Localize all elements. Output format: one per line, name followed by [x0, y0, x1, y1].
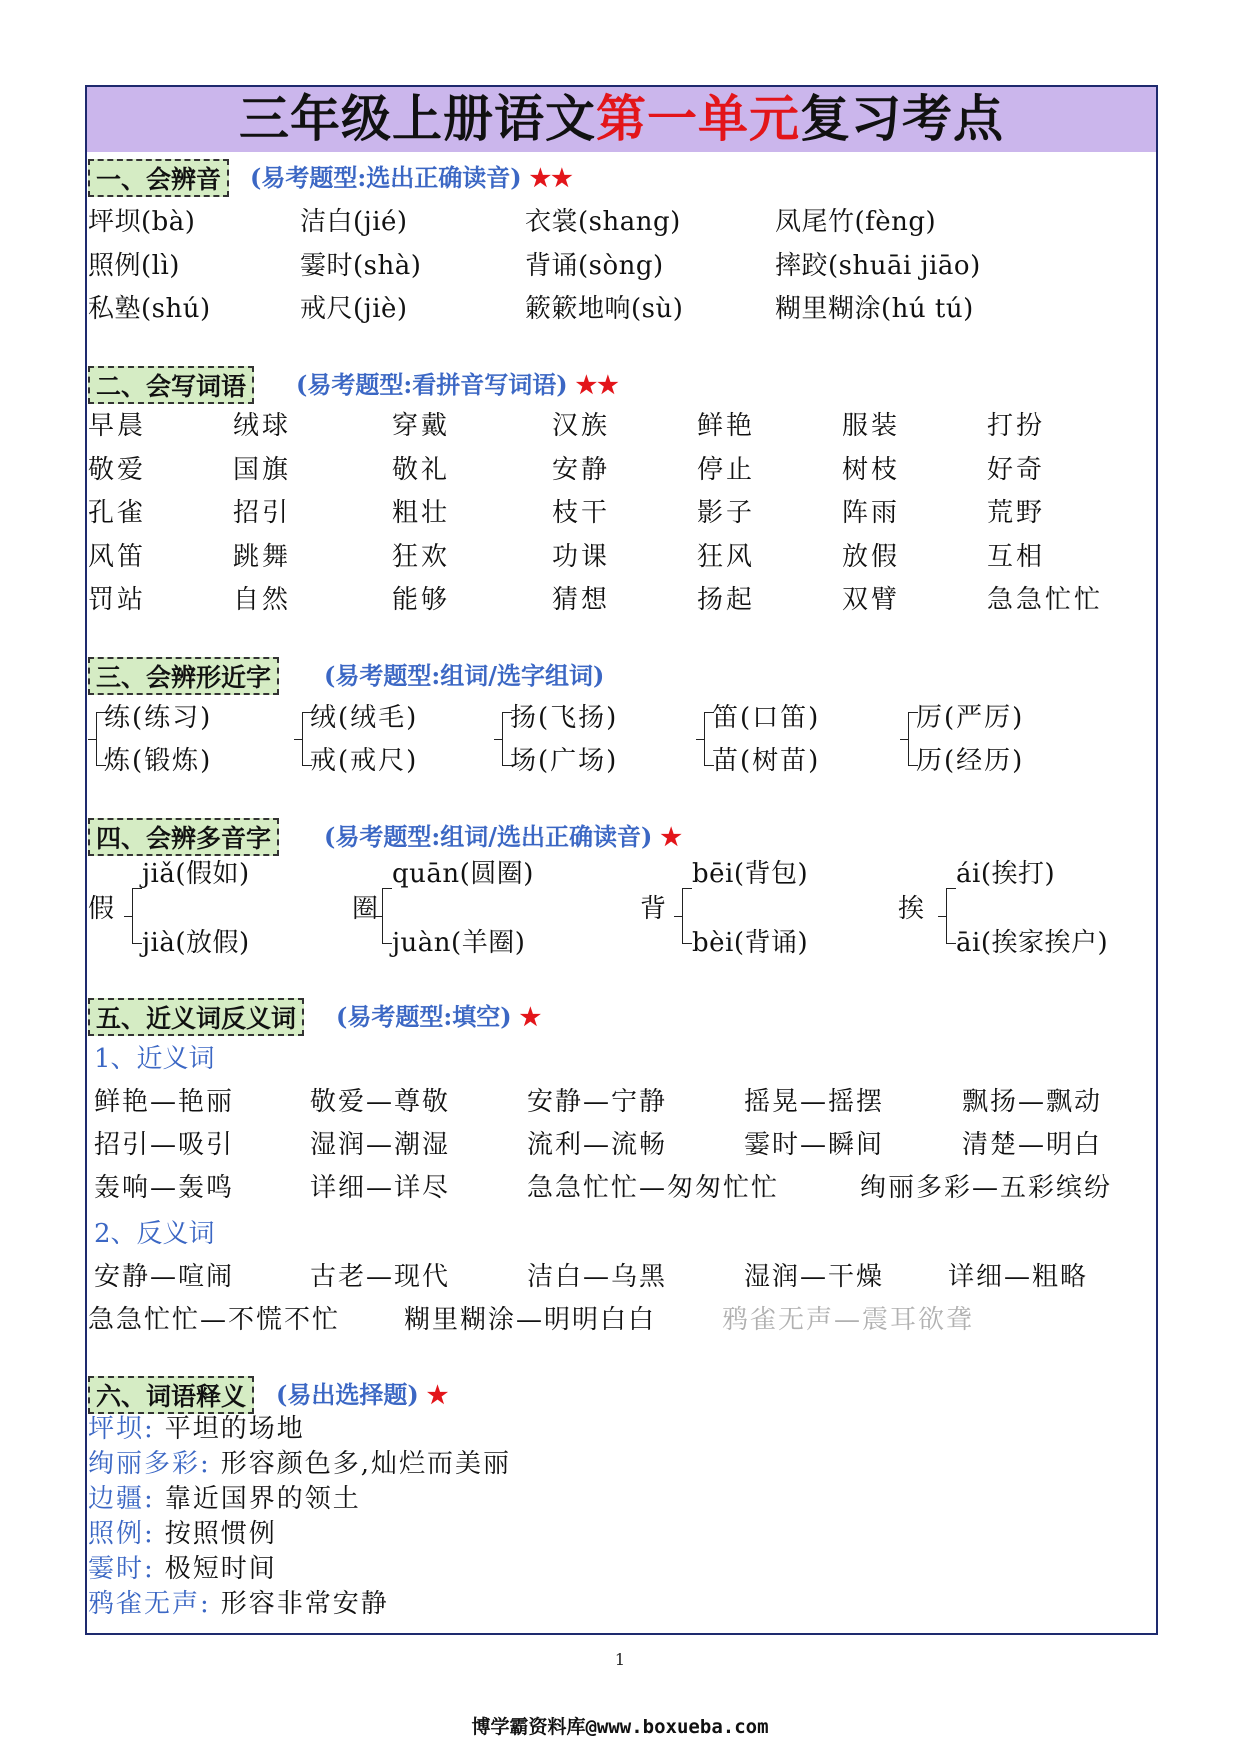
synonyms-heading: 1、近义词 — [94, 1044, 215, 1074]
brace-tip — [294, 739, 303, 740]
section-2-hint: (易考题型:看拼音写词语) ★★ — [296, 370, 619, 399]
pinyin-item: 坪坝(bà) — [88, 207, 196, 237]
synonym-pair: 霎时—瞬间 — [744, 1130, 885, 1160]
word-item: 双臂 — [842, 585, 901, 615]
word-item: 扬起 — [697, 585, 756, 615]
synonym-pair: 鲜艳—艳丽 — [94, 1087, 235, 1117]
pinyin-item: 洁白(jié) — [300, 207, 408, 237]
polyphone-reading-b: āi(挨家挨户) — [956, 928, 1109, 958]
word-item: 荒野 — [987, 498, 1046, 528]
definition-row — [88, 1448, 511, 1480]
polyphone-char: 假 — [88, 894, 115, 924]
similar-char-a: 扬(飞扬) — [510, 703, 619, 733]
word-item: 跳舞 — [233, 542, 292, 572]
definition-term: 边疆: — [88, 1484, 155, 1514]
definition-row — [88, 1483, 361, 1515]
synonym-pair: 轰响—轰鸣 — [94, 1173, 235, 1203]
antonym-pair: 详细—粗略 — [948, 1262, 1089, 1292]
synonym-pair: 详细—详尽 — [310, 1173, 451, 1203]
word-item: 国旗 — [233, 455, 292, 485]
word-item: 功课 — [552, 542, 611, 572]
polyphone-char: 挨 — [898, 894, 925, 924]
section-1-title: 一、会辨音 — [88, 159, 229, 197]
synonym-pair: 安静—宁静 — [527, 1087, 668, 1117]
section-2-title: 二、会写词语 — [88, 366, 254, 404]
synonym-pair: 清楚—明白 — [962, 1130, 1103, 1160]
word-item: 早晨 — [88, 411, 147, 441]
word-item: 影子 — [697, 498, 756, 528]
synonym-pair: 绚丽多彩—五彩缤纷 — [860, 1173, 1113, 1203]
word-item: 打扮 — [987, 411, 1046, 441]
brace-tip — [374, 916, 383, 917]
pinyin-item: 衣裳(shang) — [525, 207, 681, 237]
synonym-pair: 湿润—潮湿 — [310, 1130, 451, 1160]
word-item: 互相 — [987, 542, 1046, 572]
word-item: 招引 — [233, 498, 292, 528]
definition-term: 坪坝: — [88, 1414, 155, 1444]
definition-term: 鸦雀无声: — [88, 1589, 211, 1619]
word-item: 粗壮 — [392, 498, 451, 528]
similar-char-b: 场(广场) — [510, 746, 619, 776]
brace-bracket — [382, 888, 392, 944]
pinyin-item: 糊里糊涂(hú tú) — [775, 294, 974, 324]
word-item: 穿戴 — [392, 411, 451, 441]
word-item: 好奇 — [987, 455, 1046, 485]
word-item: 放假 — [842, 542, 901, 572]
antonym-pair: 湿润—干燥 — [744, 1262, 885, 1292]
definition-text: 按照惯例 — [164, 1519, 277, 1549]
antonym-pair: 急急忙忙—不慌不忙 — [88, 1305, 341, 1335]
definition-term: 照例: — [88, 1519, 155, 1549]
definition-text: 形容颜色多,灿烂而美丽 — [220, 1449, 512, 1479]
similar-char-b: 戒(戒尺) — [310, 746, 419, 776]
word-item: 服装 — [842, 411, 901, 441]
pinyin-item: 簌簌地响(sù) — [525, 294, 684, 324]
brace-tip — [696, 739, 705, 740]
page-title: 三年级上册语文第一单元复习考点 — [239, 90, 1004, 148]
pinyin-item: 凤尾竹(fèng) — [775, 207, 937, 237]
definition-text: 靠近国界的领土 — [164, 1484, 361, 1514]
word-item: 停止 — [697, 455, 756, 485]
definition-row — [88, 1553, 277, 1585]
similar-char-a: 厉(严厉) — [916, 703, 1025, 733]
word-item: 狂欢 — [392, 542, 451, 572]
brace-bracket — [132, 888, 142, 944]
similar-char-b: 历(经历) — [916, 746, 1025, 776]
polyphone-reading-a: quān(圆圈) — [392, 859, 534, 889]
word-item: 敬爱 — [88, 455, 147, 485]
antonym-pair: 安静—喧闹 — [94, 1262, 235, 1292]
polyphone-reading-b: juàn(羊圈) — [392, 928, 526, 958]
pinyin-item: 摔跤(shuāi jiāo) — [775, 251, 981, 281]
synonym-pair: 飘扬—飘动 — [962, 1087, 1103, 1117]
synonym-pair: 流利—流畅 — [527, 1130, 668, 1160]
section-4-hint: (易考题型:组词/选出正确读音) ★ — [324, 822, 682, 851]
section-3-hint: (易考题型:组词/选字组词) — [324, 661, 605, 690]
section-3-title: 三、会辨形近字 — [88, 657, 279, 695]
word-item: 绒球 — [233, 411, 292, 441]
section-5-title: 五、近义词反义词 — [88, 998, 304, 1036]
definition-row — [88, 1518, 277, 1550]
similar-char-a: 笛(口笛) — [712, 703, 821, 733]
brace-tip — [124, 916, 133, 917]
word-item: 孔雀 — [88, 498, 147, 528]
polyphone-reading-b: jià(放假) — [142, 928, 250, 958]
polyphone-char: 背 — [640, 894, 667, 924]
word-item: 鲜艳 — [697, 411, 756, 441]
pinyin-item: 背诵(sòng) — [525, 251, 664, 281]
brace-bracket — [946, 888, 956, 944]
section-6-title: 六、词语释义 — [88, 1376, 254, 1414]
pinyin-item: 霎时(shà) — [300, 251, 422, 281]
pinyin-item: 戒尺(jiè) — [300, 294, 408, 324]
synonym-pair: 摇晃—摇摆 — [744, 1087, 885, 1117]
antonym-pair: 鸦雀无声—震耳欲聋 — [722, 1305, 975, 1335]
pinyin-item: 照例(lì) — [88, 251, 180, 281]
definition-term: 霎时: — [88, 1554, 155, 1584]
word-item: 枝干 — [552, 498, 611, 528]
page-number: 1 — [614, 1650, 626, 1669]
antonym-pair: 古老—现代 — [310, 1262, 451, 1292]
definition-text: 平坦的场地 — [164, 1414, 305, 1444]
definition-text: 极短时间 — [164, 1554, 277, 1584]
antonym-pair: 洁白—乌黑 — [527, 1262, 668, 1292]
synonym-pair: 急急忙忙—匆匆忙忙 — [527, 1173, 780, 1203]
word-item: 急急忙忙 — [987, 585, 1104, 615]
definition-term: 绚丽多彩: — [88, 1449, 211, 1479]
synonym-pair: 敬爱—尊敬 — [310, 1087, 451, 1117]
definition-text: 形容非常安静 — [220, 1589, 389, 1619]
footer-watermark: 博学霸资料库@www.boxueba.com — [471, 1716, 769, 1738]
section-1-hint: (易考题型:选出正确读音) ★★ — [250, 163, 573, 192]
synonym-pair: 招引—吸引 — [94, 1130, 235, 1160]
word-item: 自然 — [233, 585, 292, 615]
word-item: 风笛 — [88, 542, 147, 572]
word-item: 猜想 — [552, 585, 611, 615]
polyphone-char: 圈 — [352, 894, 379, 924]
brace-tip — [494, 739, 503, 740]
word-item: 能够 — [392, 585, 451, 615]
definition-row — [88, 1588, 389, 1620]
definition-row — [88, 1413, 305, 1445]
word-item: 汉族 — [552, 411, 611, 441]
similar-char-b: 炼(锻炼) — [104, 746, 213, 776]
polyphone-reading-a: bēi(背包) — [692, 859, 809, 889]
antonym-pair: 糊里糊涂—明明白白 — [404, 1305, 657, 1335]
similar-char-a: 绒(绒毛) — [310, 703, 419, 733]
antonyms-heading: 2、反义词 — [94, 1219, 215, 1249]
similar-char-b: 苗(树苗) — [712, 746, 821, 776]
polyphone-reading-a: ái(挨打) — [956, 859, 1056, 889]
word-item: 安静 — [552, 455, 611, 485]
word-item: 树枝 — [842, 455, 901, 485]
word-item: 狂风 — [697, 542, 756, 572]
polyphone-reading-a: jiǎ(假如) — [142, 859, 250, 889]
polyphone-reading-b: bèi(背诵) — [692, 928, 809, 958]
brace-tip — [674, 916, 683, 917]
similar-char-a: 练(练习) — [104, 703, 213, 733]
brace-tip — [938, 916, 947, 917]
word-item: 阵雨 — [842, 498, 901, 528]
word-item: 罚站 — [88, 585, 147, 615]
brace-bracket — [682, 888, 692, 944]
pinyin-item: 私塾(shú) — [88, 294, 211, 324]
section-6-hint: (易出选择题) ★ — [276, 1380, 449, 1409]
word-item: 敬礼 — [392, 455, 451, 485]
section-5-hint: (易考题型:填空) ★ — [336, 1002, 542, 1031]
section-4-title: 四、会辨多音字 — [88, 818, 279, 856]
brace-tip — [88, 739, 97, 740]
brace-tip — [900, 739, 909, 740]
